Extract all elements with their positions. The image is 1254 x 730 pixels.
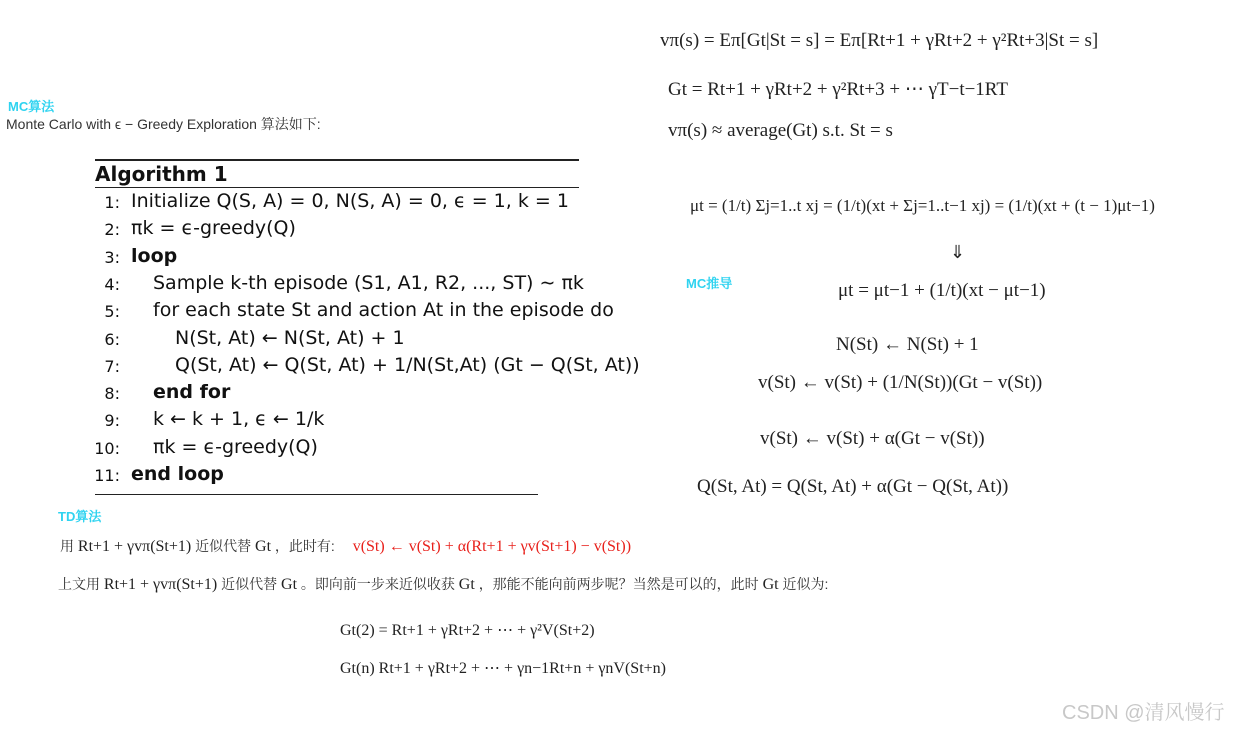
algorithm-line-number: 10: bbox=[94, 439, 120, 458]
mc-intro-text: Monte Carlo with ϵ − Greedy Exploration 算法如下: bbox=[6, 116, 321, 132]
algorithm-line-number: 4: bbox=[104, 275, 120, 294]
equation-q-update: Q(St, At) = Q(St, At) + α(Gt − Q(St, At)) bbox=[697, 476, 1009, 497]
equation-alpha-update: v(St) ← v(St) + α(Gt − v(St)) bbox=[760, 428, 985, 449]
algorithm-line-number: 8: bbox=[104, 384, 120, 403]
td-line2-g3: Gt bbox=[762, 576, 779, 593]
algorithm-line-number: 2: bbox=[104, 220, 120, 239]
csdn-watermark: CSDN @清风慢行 bbox=[1062, 702, 1225, 724]
equation-count-update: N(St) ← N(St) + 1 bbox=[836, 334, 979, 355]
equation-average: vπ(s) ≈ average(Gt) s.t. St = s bbox=[668, 120, 893, 141]
algorithm-line: end for bbox=[153, 381, 231, 403]
algorithm-title-rule bbox=[95, 187, 579, 188]
td-line1-suffix: ，此时有: bbox=[274, 538, 335, 554]
algorithm-line-number: 9: bbox=[104, 411, 120, 430]
algorithm-line-number: 7: bbox=[104, 357, 120, 376]
algorithm-line-number: 3: bbox=[104, 248, 120, 267]
algorithm-line: end loop bbox=[131, 463, 224, 485]
td-line2-text2: ，那能不能向前两步呢？当然是可以的，此时 bbox=[478, 576, 759, 592]
algorithm-line: πk = ϵ-greedy(Q) bbox=[131, 217, 296, 239]
algorithm-line: πk = ϵ-greedy(Q) bbox=[153, 436, 318, 458]
td-line1-prefix: 用 bbox=[60, 538, 74, 554]
equation-mean-update: μt = μt−1 + (1/t)(xt − μt−1) bbox=[838, 280, 1046, 301]
algorithm-line: loop bbox=[131, 245, 178, 267]
algorithm-line: Q(St, At) ← Q(St, At) + 1/N(St,At) (Gt − Q(St, At)) bbox=[175, 354, 640, 376]
td-line-1 bbox=[60, 536, 631, 556]
algorithm-line: for each state St and action At in the episode do bbox=[153, 299, 614, 321]
td-line2-mid: 近似代替 bbox=[221, 576, 278, 592]
algorithm-bottom-rule bbox=[95, 494, 538, 495]
td-section-title: TD算法 bbox=[58, 509, 102, 524]
td-line2-text: 。即向前一步来近似收获 bbox=[300, 576, 455, 592]
algorithm-top-rule bbox=[95, 159, 579, 161]
derive-arrow-icon: ⇓ bbox=[950, 242, 966, 262]
algorithm-line-number: 1: bbox=[104, 193, 120, 212]
equation-incremental-mean: μt = (1/t) Σj=1..t xj = (1/t)(xt + Σj=1..t−1 xj) = (1/t)(xt + (t − 1)μt−1) bbox=[690, 196, 1155, 215]
algorithm-line: Initialize Q(S, A) = 0, N(S, A) = 0, ϵ = 1, k = 1 bbox=[131, 190, 569, 212]
td-line2-g: Gt bbox=[281, 576, 298, 593]
td-update-rule: v(St) ← v(St) + α(Rt+1 + γv(St+1) − v(St)) bbox=[352, 538, 632, 555]
algorithm-line-number: 5: bbox=[104, 302, 120, 321]
mc-derive-label: MC推导 bbox=[686, 276, 733, 291]
td-line1-mid: 近似代替 bbox=[195, 538, 252, 554]
td-line2-suffix: 近似为: bbox=[782, 576, 829, 592]
td-line2-prefix: 上文用 bbox=[58, 576, 100, 592]
algorithm-line: N(St, At) ← N(St, At) + 1 bbox=[175, 327, 405, 349]
equation-return: Gt = Rt+1 + γRt+2 + γ²Rt+3 + ⋯ γT−t−1RT bbox=[668, 79, 1008, 100]
algorithm-title: Algorithm 1 bbox=[95, 162, 228, 186]
algorithm-line-number: 11: bbox=[94, 466, 120, 485]
td-line2-expr: Rt+1 + γvπ(St+1) bbox=[103, 576, 218, 593]
equation-value-update: v(St) ← v(St) + (1/N(St))(Gt − v(St)) bbox=[758, 372, 1043, 393]
algorithm-line-number: 6: bbox=[104, 330, 120, 349]
td-line-2 bbox=[58, 574, 828, 594]
equation-gn: Gt(n) Rt+1 + γRt+2 + ⋯ + γn−1Rt+n + γnV(St+n) bbox=[340, 660, 666, 677]
td-line1-g: Gt bbox=[255, 538, 272, 555]
td-line1-expr: Rt+1 + γvπ(St+1) bbox=[77, 538, 192, 555]
td-line2-g2: Gt bbox=[458, 576, 475, 593]
equation-value-function: vπ(s) = Eπ[Gt|St = s] = Eπ[Rt+1 + γRt+2 + γ²Rt+3|St = s] bbox=[660, 30, 1099, 51]
algorithm-line: Sample k-th episode (S1, A1, R2, ..., ST) ∼ πk bbox=[153, 272, 584, 294]
equation-g2: Gt(2) = Rt+1 + γRt+2 + ⋯ + γ²V(St+2) bbox=[340, 622, 595, 639]
mc-section-title: MC算法 bbox=[8, 99, 55, 114]
algorithm-line: k ← k + 1, ϵ ← 1/k bbox=[153, 408, 325, 430]
